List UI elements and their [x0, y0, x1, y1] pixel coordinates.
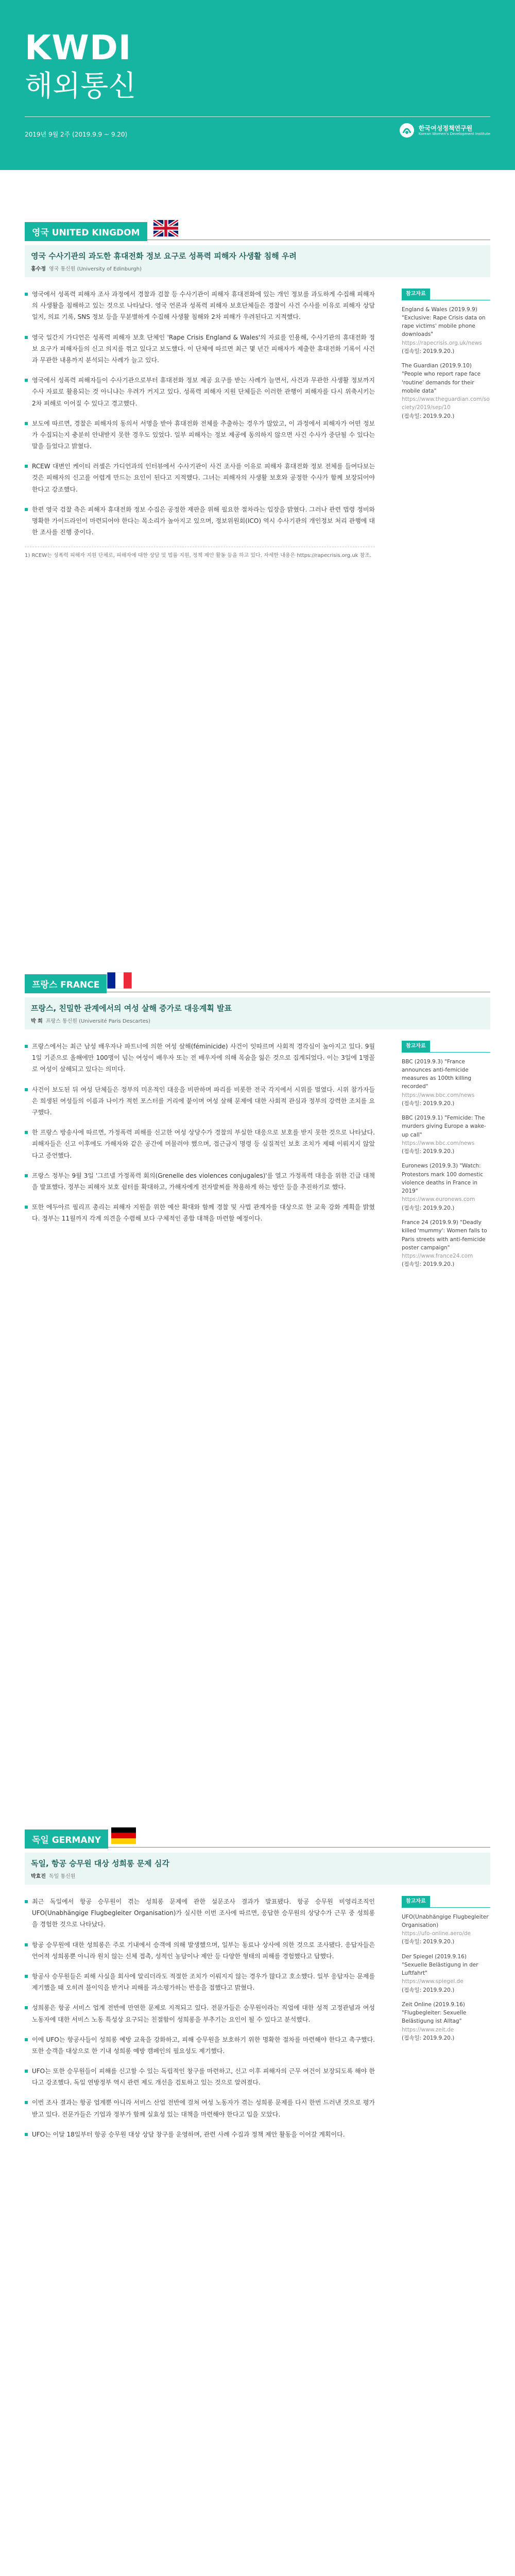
paragraph: 한편 영국 검찰 측은 피해자 휴대전화 정보 수집은 공정한 재판을 위해 필요한 절차라는 입장을 밝혔다. 그러나 관련 법령 정비와 명확한 가이드라인이 마련되어야 한다는 목소리가 높아지고 있으며, 정보위원회(ICO) 역시 수사기관의 개인정보 처리 관행에 대한 조사를 진행 중이다.: [25, 504, 375, 538]
byline: 박효진 독일 통신원: [31, 1874, 76, 1879]
article-title: 프랑스, 친밀한 관계에서의 여성 살해 증가로 대응계획 발표: [31, 1004, 232, 1013]
paragraph: 항공사 승무원들은 피해 사실을 회사에 알리더라도 적절한 조치가 이뤄지지 않는 경우가 많다고 호소했다. 일부 응답자는 문제를 제기했을 때 오히려 불이익을 받거나 피해를 과소평가하는 반응을 접했다고 밝혔다.: [25, 1971, 375, 1993]
byline: 박 희 프랑스 통신원 (Université Paris Descartes): [31, 1019, 150, 1024]
article-title: 영국 수사기관의 과도한 휴대전화 정보 요구로 성폭력 피해자 사생활 침해 우려: [31, 251, 297, 261]
reference-link[interactable]: https://ufo-online.aero/de: [402, 1930, 471, 1937]
paragraph: 프랑스 정부는 9월 3일 '그르넬 가정폭력 회의(Grenelle des violences conjugales)'를 열고 가정폭력 대응을 위한 긴급 대책을 발표했다. 정부는 피해자 보호 쉼터를 확대하고, 가해자에게 전자발찌를 착용하게 하는 방안 등을 추진하기로 했다.: [25, 1170, 375, 1193]
paragraph: 보도에 따르면, 경찰은 피해자의 동의서 서명을 받아 휴대전화 전체를 추출하는 경우가 많았고, 이 과정에서 피해자가 어떤 정보가 수집되는지 충분히 안내받지 못한 경우도 있었다. 일부 피해자는 정보 제공에 동의하지 않으면 사건 수사가 중단될 수 있다는 말을 들었다고 밝혔다.: [25, 418, 375, 452]
references-label: 참고자료: [402, 1041, 430, 1052]
article-body: [25, 1896, 375, 2140]
reference-link[interactable]: https://www.bbc.com/news: [402, 1092, 475, 1098]
reference-item: Der Spiegel (2019.9.16) "Sexuelle Belästigung in der Luftfahrt" https://www.spiegel.de (접속일: 2019.9.20.): [402, 1953, 490, 1994]
country-label: 영국 UNITED KINGDOM: [25, 222, 147, 241]
references-label: 참고자료: [402, 289, 430, 300]
paragraph: UFO는 이달 18일부터 항공 승무원 대상 상담 창구를 운영하며, 관련 사례 수집과 정책 제안 활동을 이어갈 계획이다.: [25, 2129, 375, 2140]
uk-flag-icon: [153, 220, 178, 236]
paragraph: UFO는 또한 승무원들이 피해를 신고할 수 있는 독립적인 창구를 마련하고, 신고 이후 피해자의 근무 여건이 보장되도록 해야 한다고 강조했다. 독일 연방정부 역시 관련 제도 개선을 검토하고 있는 것으로 알려졌다.: [25, 2065, 375, 2088]
newsletter-subtitle: 해외통신: [25, 70, 136, 103]
country-label: 프랑스 FRANCE: [25, 974, 107, 993]
paragraph: 영국에서 성폭력 피해자들이 수사기관으로부터 휴대전화 정보 제공 요구를 받는 사례가 늘면서, 사건과 무관한 사생활 정보까지 수사 자료로 활용되는 것 아니냐는 우려가 커지고 있다. 성폭력 피해자 지원 단체들은 이러한 관행이 피해자를 다시 위축시키는 2차 피해로 이어질 수 있다고 경고했다.: [25, 375, 375, 409]
newsletter-title: KWDI: [25, 28, 132, 67]
article-body: [25, 1041, 375, 1224]
section-uk: [25, 219, 490, 560]
reference-link[interactable]: https://www.bbc.com/news: [402, 1140, 475, 1146]
references-sidebar: [402, 1041, 490, 1275]
references-label: 참고자료: [402, 1896, 430, 1907]
paragraph: 사건이 보도된 뒤 여성 단체들은 정부의 미온적인 대응을 비판하며 파리를 비롯한 전국 각지에서 시위를 벌였다. 시위 참가자들은 희생된 여성들의 이름과 나이가 적힌 포스터를 거리에 붙이며 여성 살해 문제에 대한 사회적 관심과 정부의 강력한 조치를 요구했다.: [25, 1084, 375, 1118]
reference-link[interactable]: https://www.spiegel.de: [402, 1978, 464, 1985]
paragraph: 이번 조사 결과는 항공 업계뿐 아니라 서비스 산업 전반에 걸쳐 여성 노동자가 겪는 성희롱 문제를 다시 한번 드러낸 것으로 평가받고 있다. 전문가들은 기업과 정부가 함께 실효성 있는 대책을 마련해야 한다고 입을 모았다.: [25, 2097, 375, 2120]
references-sidebar: [402, 1896, 490, 2048]
country-label: 독일 GERMANY: [25, 1829, 108, 1849]
reference-link[interactable]: https://rapecrisis.org.uk/news: [402, 340, 482, 346]
reference-item: BBC (2019.9.3) "France announces anti-femicide measures as 100th killing recorded" https://www.bbc.com/news (접속일: 2019.9.20.): [402, 1058, 490, 1108]
reference-item: Zeit Online (2019.9.16) "Flugbegleiter: Sexuelle Belästigung ist Alltag" https://www.zeit.de (접속일: 2019.9.20.): [402, 2001, 490, 2042]
logo-text: 한국여성정책연구원: [418, 124, 473, 132]
reference-item: BBC (2019.9.1) "Femicide: The murders giving Europe a wake-up call" https://www.bbc.com/news (접속일: 2019.9.20.): [402, 1114, 490, 1156]
paragraph: 한 프랑스 방송사에 따르면, 가정폭력 피해를 신고한 여성 상당수가 경찰의 부실한 대응으로 보호를 받지 못한 것으로 나타났다. 피해자들은 신고 이후에도 가해자와 같은 공간에 머물러야 했으며, 접근금지 명령 등 실질적인 보호 조치가 제때 이뤄지지 않았다고 증언했다.: [25, 1127, 375, 1161]
reference-link[interactable]: https://www.france24.com: [402, 1253, 473, 1260]
logo-subtext: Korean Women's Development Institute: [418, 132, 490, 136]
issue-date: 2019년 9월 2주 (2019.9.9 ~ 9.20): [25, 131, 128, 138]
germany-flag-icon: [111, 1827, 136, 1844]
reference-item: England & Wales (2019.9.9) "Exclusive: Rape Crisis data on rape victims' mobile phone downloads" https://rapecrisis.org.uk/news (접속일: 2019.9.20.): [402, 306, 490, 356]
article-title: 독일, 항공 승무원 대상 성희롱 문제 심각: [31, 1859, 169, 1868]
reference-item: France 24 (2019.9.9) "Deadly killed 'mummy': Women falls to Paris streets with anti-femicide poster campaign" https://www.france24.com (접속일: 2019.9.20.): [402, 1218, 490, 1269]
paragraph: RCEW 대변인 케이티 러셀은 가디언과의 인터뷰에서 수사기관이 사건 조사를 이유로 피해자 휴대전화 정보 전체를 들여다보는 것은 피해자의 신고를 어렵게 만드는 요인이 된다고 지적했다. 그녀는 피해자의 사생활 보호와 공정한 수사가 함께 보장되어야 한다고 강조했다.: [25, 461, 375, 495]
references-sidebar: [402, 289, 490, 427]
institute-logo: [399, 123, 490, 138]
paragraph: 프랑스에서는 최근 남성 배우자나 파트너에 의한 여성 살해(féminicide) 사건이 잇따르며 사회적 경각심이 높아지고 있다. 9월 1일 기준으로 올해에만 100명이 넘는 여성이 배우자 또는 전 배우자에 의해 목숨을 잃은 것으로 집계되었다. 이는 3일에 1명꼴로 여성이 살해되고 있다는 의미다.: [25, 1041, 375, 1075]
paragraph: 또한 에두아르 필리프 총리는 피해자 지원을 위한 예산 확대와 함께 경찰 및 사법 관계자를 대상으로 한 교육 강화 계획을 밝혔다. 정부는 11월까지 각계 의견을 수렴해 보다 구체적인 종합 대책을 마련할 예정이다.: [25, 1201, 375, 1224]
paragraph: 이에 UFO는 항공사들이 성희롱 예방 교육을 강화하고, 피해 승무원을 보호하기 위한 명확한 절차를 마련해야 한다고 촉구했다. 또한 승객을 대상으로 한 기내 성희롱 예방 캠페인의 필요성도 제기했다.: [25, 2034, 375, 2057]
section-france: [25, 971, 490, 1268]
newsletter-header: [0, 0, 515, 170]
article-body: [25, 289, 375, 560]
footnote: 1) RCEW는 성폭력 피해자 지원 단체로, 피해자에 대한 상담 및 법률 지원, 정책 제안 활동 등을 하고 있다. 자세한 내용은 https://rapecrisis.org.uk 참조.: [25, 547, 375, 560]
reference-link[interactable]: https://www.theguardian.com/society/2019/sep/10: [402, 396, 490, 411]
reference-item: UFO(Unabhängige Flugbegleiter Organisation) https://ufo-online.aero/de (접속일: 2019.9.20.): [402, 1913, 490, 1946]
paragraph: 영국 일간지 가디언은 성폭력 피해자 보호 단체인 'Rape Crisis England & Wales'의 자료를 인용해, 수사기관의 휴대전화 정보 요구가 피해자들의 신고 의지를 꺾고 있다고 보도했다. 이 단체에 따르면 최근 몇 년간 피해자가 제출한 휴대전화 기록이 사건과 무관한 내용까지 분석되는 사례가 늘고 있다.: [25, 332, 375, 366]
reference-item: The Guardian (2019.9.10) "People who report rape face 'routine' demands for their mobile data" https://www.theguardian.com/society/2019/sep/10 (접속일: 2019.9.20.): [402, 363, 490, 419]
paragraph: 항공 승무원에 대한 성희롱은 주로 기내에서 승객에 의해 발생했으며, 일부는 동료나 상사에 의한 것으로 조사됐다. 응답자들은 언어적 성희롱뿐 아니라 원치 않는 신체 접촉, 성적인 농담이나 제안 등 다양한 형태의 피해를 경험했다고 답했다.: [25, 1939, 375, 1962]
paragraph: 최근 독일에서 항공 승무원이 겪는 성희롱 문제에 관한 설문조사 결과가 발표됐다. 항공 승무원 비영리조직인 UFO(Unabhängige Flugbegleiter Organisation)가 실시한 이번 조사에 따르면, 응답한 승무원의 상당수가 근무 중 성희롱을 경험한 것으로 나타났다.: [25, 1896, 375, 1930]
paragraph: 영국에서 성폭력 피해자 조사 과정에서 경찰과 검찰 등 수사기관이 피해자 휴대전화에 있는 개인 정보를 과도하게 수집해 피해자의 사생활을 침해하고 있는 것으로 나타났다. 영국 언론과 성폭력 피해자 보호단체들은 경찰이 사건 수사를 이유로 피해자 상담 일지, 의료 기록, SNS 정보 등을 무분별하게 수집해 사생활 침해와 2차 피해가 우려된다고 지적했다.: [25, 289, 375, 323]
france-flag-icon: [107, 972, 132, 989]
reference-link[interactable]: https://www.zeit.de: [402, 2026, 454, 2033]
logo-mark-icon: [399, 123, 415, 138]
reference-item: Euronews (2019.9.3) "Watch: Protestors mark 100 domestic violence deaths in France in 2019" https://www.euronews.com (접속일: 2019.9.20.): [402, 1162, 490, 1212]
section-germany: [25, 1826, 490, 2149]
paragraph: 성희롱은 항공 서비스 업계 전반에 만연한 문제로 지적되고 있다. 전문가들은 승무원이라는 직업에 대한 성적 고정관념과 여성 노동자에 대한 서비스 노동 특성상 요구되는 친절함이 성희롱을 부추기는 요인이 될 수 있다고 분석했다.: [25, 2002, 375, 2025]
reference-link[interactable]: https://www.euronews.com: [402, 1196, 475, 1203]
header-divider: [25, 116, 490, 117]
byline: 홍수정 영국 통신원 (University of Edinburgh): [31, 266, 142, 272]
